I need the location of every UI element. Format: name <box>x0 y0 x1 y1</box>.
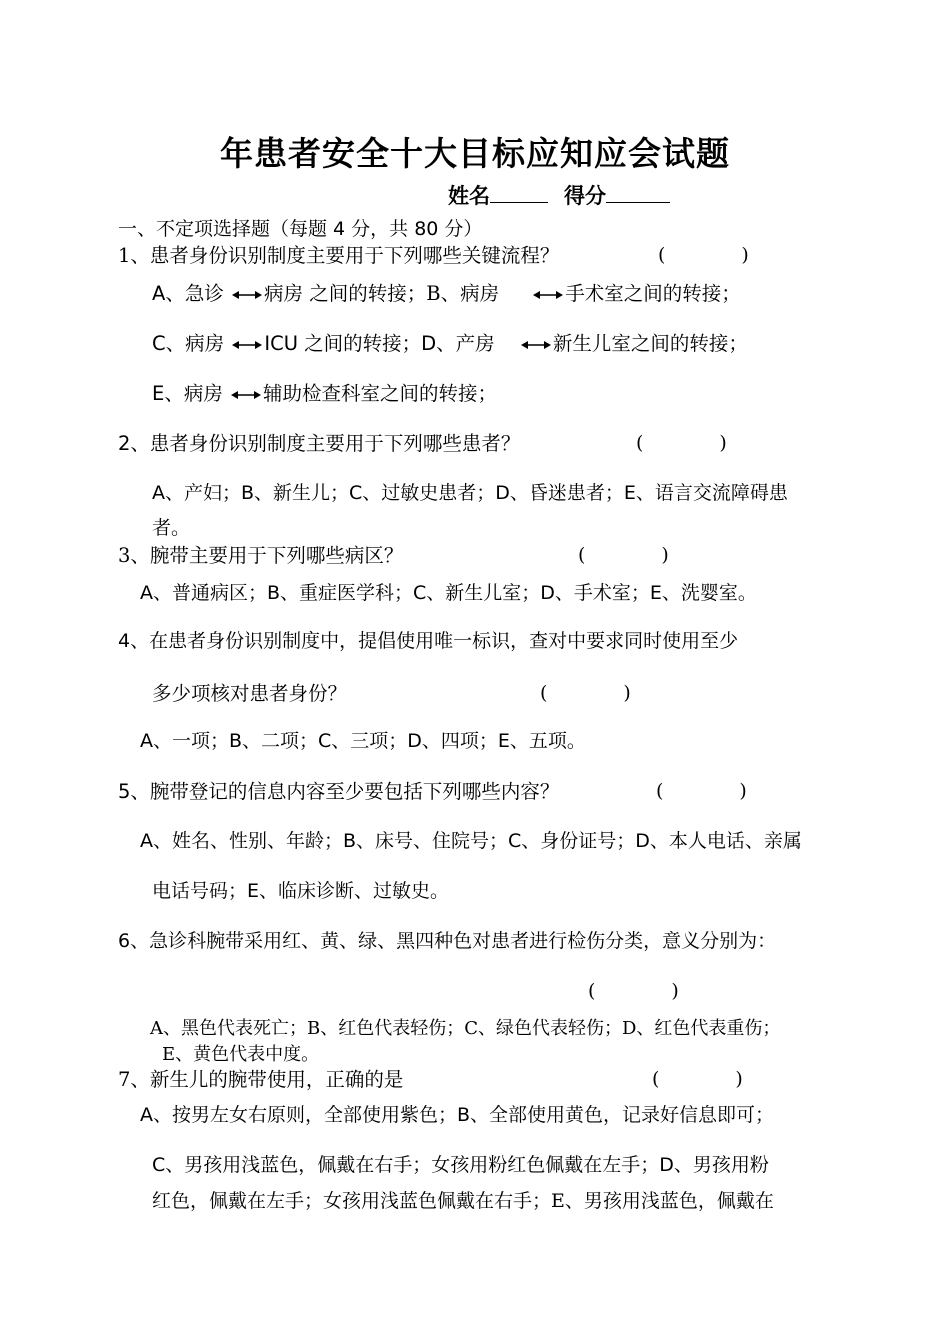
answer-blank-1[interactable]: ( ) <box>658 244 749 266</box>
q1-opt-c-start: C、病房 <box>152 332 225 355</box>
q1-option-line-1 <box>152 278 741 306</box>
q1-opt-e-start: E、病房 <box>152 382 223 405</box>
question-2: 2、患者身份识别制度主要用于下列哪些患者？ <box>118 432 521 455</box>
q6-options-line-2: E、黄色代表中度。 <box>162 1044 320 1065</box>
q2-options-line-1: A、产妇；B、新生儿；C、过敏史患者；D、昏迷患者；E、语言交流障碍患 <box>152 482 788 504</box>
name-label: 姓名 <box>448 184 490 208</box>
double-arrow-icon <box>521 340 551 350</box>
score-label: 得分 <box>564 184 606 208</box>
q5-options-line-1: A、姓名、性别、年龄；B、床号、住院号；C、身份证号；D、本人电话、亲属 <box>140 830 802 852</box>
q7-options-line-1: A、按男左女右原则，全部使用紫色；B、全部使用黄色，记录好信息即可； <box>140 1104 775 1126</box>
q5-options-line-2: 电话号码；E、临床诊断、过敏史。 <box>152 880 450 902</box>
answer-blank-4[interactable]: ( ) <box>540 682 631 704</box>
answer-blank-7[interactable]: ( ) <box>652 1068 743 1090</box>
section-heading: 一、不定项选择题（每题 4 分，共 80 分） <box>118 218 483 240</box>
q1-opt-a-end: 手术室之间的转接； <box>565 282 741 305</box>
double-arrow-icon <box>232 290 262 300</box>
double-arrow-icon <box>533 290 563 300</box>
q1-opt-a-mid: 病房 之间的转接；B、病房 <box>264 282 500 305</box>
q4-options: A、一项；B、二项；C、三项；D、四项；E、五项。 <box>140 730 586 752</box>
question-1: 1、患者身份识别制度主要用于下列哪些关键流程？ <box>118 244 560 267</box>
question-4-line-2: 多少项核对患者身份？ <box>152 682 348 705</box>
question-7: 7、新生儿的腕带使用，正确的是 <box>118 1068 404 1091</box>
double-arrow-icon <box>232 340 262 350</box>
q1-opt-c-mid: ICU 之间的转接；D、产房 <box>264 332 495 355</box>
question-3: 3、腕带主要用于下列哪些病区？ <box>118 544 404 567</box>
double-arrow-icon <box>231 390 261 400</box>
q7-options-line-2: C、男孩用浅蓝色，佩戴在右手；女孩用粉红色佩戴在左手；D、男孩用粉 <box>152 1154 769 1176</box>
q2-options-line-2: 者。 <box>152 517 191 539</box>
q1-opt-e-end: 辅助检查科室之间的转接； <box>263 382 498 405</box>
name-score-line <box>448 180 670 210</box>
answer-blank-6[interactable]: ( ) <box>588 980 679 1002</box>
question-6: 6、急诊科腕带采用红、黄、绿、黑四种色对患者进行检伤分类，意义分别为： <box>118 930 777 952</box>
q1-opt-c-end: 新生儿室之间的转接； <box>552 332 748 355</box>
score-blank[interactable] <box>606 182 670 203</box>
question-5: 5、腕带登记的信息内容至少要包括下列哪些内容？ <box>118 780 560 803</box>
answer-blank-2[interactable]: ( ) <box>636 432 727 454</box>
answer-blank-5[interactable]: ( ) <box>656 780 747 802</box>
page-title: 年患者安全十大目标应知应会试题 <box>220 134 730 173</box>
name-blank[interactable] <box>490 182 548 203</box>
answer-blank-3[interactable]: ( ) <box>578 544 669 566</box>
q6-options-line-1: A、黑色代表死亡；B、红色代表轻伤；C、绿色代表轻伤；D、红色代表重伤； <box>150 1018 781 1039</box>
q7-options-line-3: 红色，佩戴在左手；女孩用浅蓝色佩戴在右手；E、男孩用浅蓝色，佩戴在 <box>152 1190 774 1212</box>
q1-option-line-2 <box>152 328 748 356</box>
q1-opt-a-start: A、急诊 <box>152 282 224 305</box>
q1-option-line-3 <box>152 378 497 406</box>
q3-options: A、普通病区；B、重症医学科；C、新生儿室；D、手术室；E、洗婴室。 <box>140 582 757 604</box>
question-4-line-1: 4、在患者身份识别制度中，提倡使用唯一标识，查对中要求同时使用至少 <box>118 630 739 652</box>
